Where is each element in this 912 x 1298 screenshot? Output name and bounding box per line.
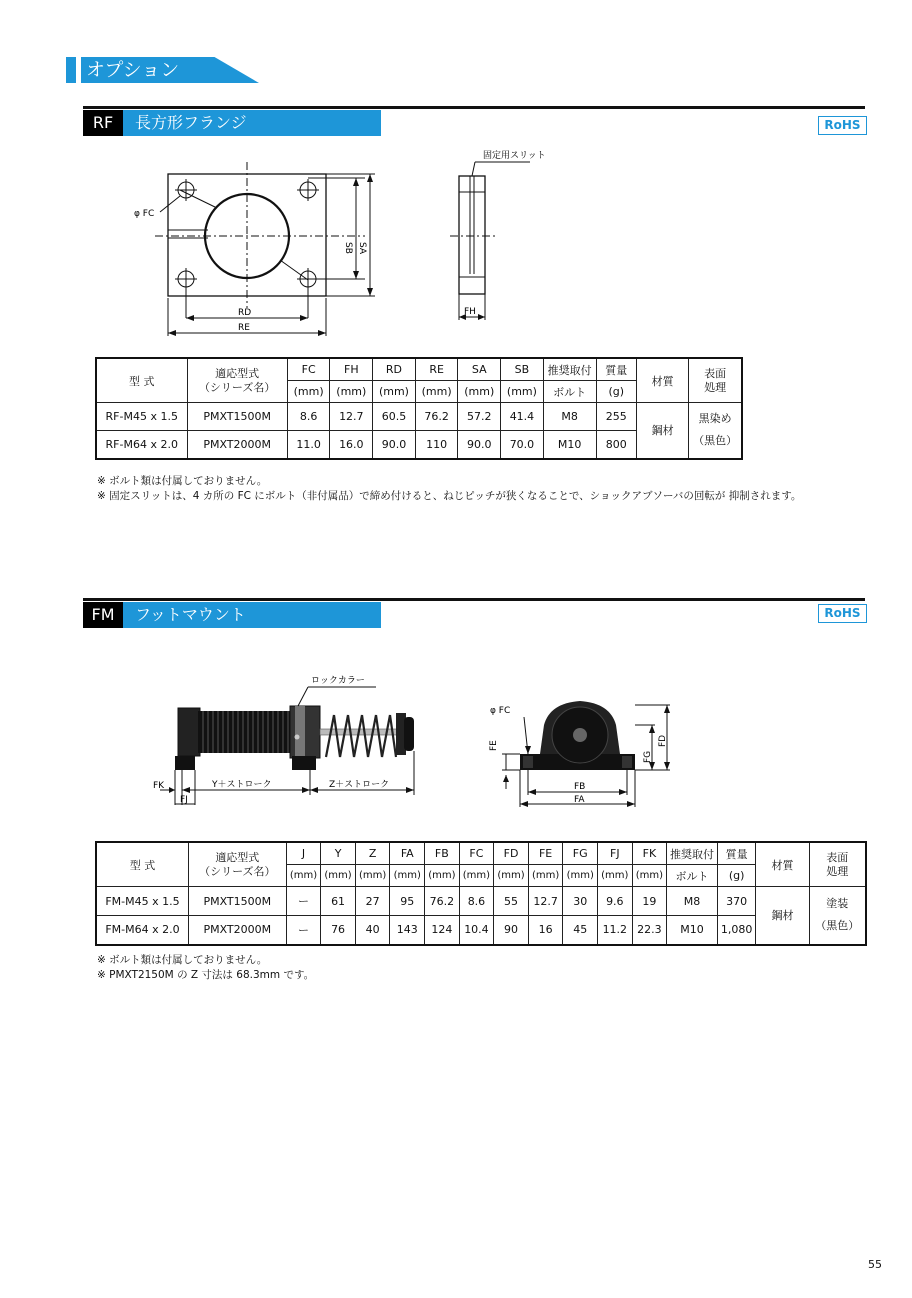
- rf-cell-material: 鋼材: [637, 403, 689, 459]
- rf-notes: [97, 474, 887, 504]
- header-accent-bar: [66, 57, 76, 83]
- rf-cell-series: PMXT2000M: [187, 431, 287, 459]
- rf-th-unit: (mm): [415, 381, 458, 403]
- rf-rd-label: RD: [238, 308, 252, 318]
- rf-th-bolt: 推奨取付: [543, 358, 596, 381]
- fm-cell: ー: [286, 916, 321, 945]
- fm-lock-collar-label: ロックカラー: [311, 676, 365, 686]
- fm-th-fk: FK: [632, 842, 667, 865]
- fm-fj-label: FJ: [180, 795, 188, 805]
- rf-th-bolt-2: ボルト: [543, 381, 596, 403]
- fm-cell: 16: [528, 916, 563, 945]
- fm-th-material: 材質: [756, 842, 809, 887]
- rf-th-unit: (mm): [287, 381, 330, 403]
- rf-section-code: RF: [83, 110, 123, 136]
- rf-th-unit: (mm): [373, 381, 416, 403]
- fm-cell: 61: [321, 887, 356, 916]
- fm-cell: 10.4: [459, 916, 494, 945]
- rf-th-unit: (mm): [501, 381, 544, 403]
- rf-section-title: 長方形フランジ: [123, 110, 381, 136]
- fm-th-unit: (mm): [563, 865, 598, 887]
- fm-cell-bolt: M10: [667, 916, 718, 945]
- page-number: 55: [868, 1258, 882, 1271]
- fm-th-unit: (mm): [321, 865, 356, 887]
- fm-cell: 30: [563, 887, 598, 916]
- rf-cell: 57.2: [458, 403, 501, 431]
- table-row: [96, 403, 742, 431]
- rf-th-mass: 質量: [596, 358, 636, 381]
- rf-note-2: ※ 固定スリットは、4 カ所の FC にボルト（非付属品）で締め付けると、ねじピッチが狭くなることで、ショックアブソーバの回転が 抑制されます。: [97, 490, 802, 502]
- rf-th-unit: (mm): [458, 381, 501, 403]
- rf-cell: 8.6: [287, 403, 330, 431]
- fm-cell: 19: [632, 887, 667, 916]
- rf-cell: 16.0: [330, 431, 373, 459]
- fm-y-label: Y＋ストローク: [212, 780, 272, 790]
- fm-cell: 27: [355, 887, 390, 916]
- rf-th-rd: RD: [373, 358, 416, 381]
- fm-section-rule: [83, 598, 865, 601]
- fm-cell: 45: [563, 916, 598, 945]
- rf-th-material: 材質: [637, 358, 689, 403]
- rf-section-rule: [83, 106, 865, 109]
- fm-th-y: Y: [321, 842, 356, 865]
- fm-th-unit: (mm): [632, 865, 667, 887]
- fm-cell: 90: [494, 916, 529, 945]
- fm-th-unit: (mm): [425, 865, 460, 887]
- rf-cell-bolt: M10: [543, 431, 596, 459]
- fm-cell-series: PMXT2000M: [188, 916, 286, 945]
- fm-cell-model: FM-M64 x 2.0: [96, 916, 188, 945]
- rf-th-re: RE: [415, 358, 458, 381]
- fm-th-fb: FB: [425, 842, 460, 865]
- fm-cell: 143: [390, 916, 425, 945]
- fm-th-unit: (mm): [598, 865, 633, 887]
- fm-note-2: ※ PMXT2150M の Z 寸法は 68.3mm です。: [97, 969, 315, 981]
- fm-th-mass-2: (g): [717, 865, 756, 887]
- fm-z-label: Z＋ストローク: [329, 780, 390, 790]
- rf-re-label: RE: [238, 323, 250, 333]
- rf-cell-mass: 800: [596, 431, 636, 459]
- table-row: [96, 887, 866, 916]
- fm-th-series: 適応型式 （シリーズ名）: [188, 842, 286, 887]
- fm-cell: 76.2: [425, 887, 460, 916]
- fm-cell-mass: 1,080: [717, 916, 756, 945]
- fm-fa-label: FA: [574, 795, 585, 805]
- rf-cell: 90.0: [458, 431, 501, 459]
- fm-cell-series: PMXT1500M: [188, 887, 286, 916]
- rf-th-mass-2: (g): [596, 381, 636, 403]
- fm-th-unit: (mm): [459, 865, 494, 887]
- fm-cell: ー: [286, 887, 321, 916]
- fm-fg-label: FG: [643, 750, 653, 763]
- fm-cell: 8.6: [459, 887, 494, 916]
- fm-cell-model: FM-M45 x 1.5: [96, 887, 188, 916]
- rf-cell: 12.7: [330, 403, 373, 431]
- page-title: オプション: [86, 59, 180, 81]
- fm-th-fa: FA: [390, 842, 425, 865]
- rf-fc-label: φ FC: [134, 209, 155, 219]
- table-row: [96, 916, 866, 945]
- fm-cell: 12.7: [528, 887, 563, 916]
- fm-cell: 9.6: [598, 887, 633, 916]
- rf-th-series: 適応型式 （シリーズ名）: [187, 358, 287, 403]
- fm-cell-material: 鋼材: [756, 887, 809, 945]
- fm-th-unit: (mm): [494, 865, 529, 887]
- rf-th-model: 型 式: [96, 358, 187, 403]
- rf-cell-series: PMXT1500M: [187, 403, 287, 431]
- rf-cell: 60.5: [373, 403, 416, 431]
- fm-th-j: J: [286, 842, 321, 865]
- fm-th-fc: FC: [459, 842, 494, 865]
- rf-cell: 41.4: [501, 403, 544, 431]
- fm-cell: 95: [390, 887, 425, 916]
- fm-foot-mount-diagram: [140, 665, 700, 815]
- fm-section-code: FM: [83, 602, 123, 628]
- rf-cell-bolt: M8: [543, 403, 596, 431]
- fm-cell-bolt: M8: [667, 887, 718, 916]
- rf-spec-table: [95, 357, 743, 460]
- fm-cell: 11.2: [598, 916, 633, 945]
- fm-th-fe: FE: [528, 842, 563, 865]
- fm-th-surface: 表面 処理: [809, 842, 866, 887]
- fm-th-unit: (mm): [528, 865, 563, 887]
- fm-th-bolt: 推奨取付: [667, 842, 718, 865]
- fm-th-fd: FD: [494, 842, 529, 865]
- fm-th-unit: (mm): [390, 865, 425, 887]
- rf-cell: 11.0: [287, 431, 330, 459]
- fm-note-1: ※ ボルト類は付属しておりません。: [97, 954, 268, 966]
- rf-th-fh: FH: [330, 358, 373, 381]
- rf-cell: 76.2: [415, 403, 458, 431]
- fm-cell: 22.3: [632, 916, 667, 945]
- rf-th-surface: 表面 処理: [689, 358, 742, 403]
- rf-cell-model: RF-M64 x 2.0: [96, 431, 187, 459]
- rf-th-fc: FC: [287, 358, 330, 381]
- rf-cell: 70.0: [501, 431, 544, 459]
- fm-th-model: 型 式: [96, 842, 188, 887]
- rf-cell: 90.0: [373, 431, 416, 459]
- fm-fd-label: FD: [658, 734, 668, 747]
- fm-spring: [326, 715, 396, 757]
- fm-th-fj: FJ: [598, 842, 633, 865]
- rf-rohs-badge: RoHS: [818, 116, 867, 135]
- rf-slit-label: 固定用スリット: [483, 151, 546, 161]
- fm-th-unit: (mm): [286, 865, 321, 887]
- rf-th-sa: SA: [458, 358, 501, 381]
- fm-th-z: Z: [355, 842, 390, 865]
- fm-rohs-badge: RoHS: [818, 604, 867, 623]
- fm-cell: 76: [321, 916, 356, 945]
- fm-cell-surface: 塗装 （黒色）: [809, 887, 866, 945]
- rf-cell-surface: 黒染め （黒色）: [689, 403, 742, 459]
- fm-fb-label: FB: [574, 782, 586, 792]
- fm-fe-label: FE: [489, 740, 499, 751]
- rf-flange-diagram: [120, 140, 560, 345]
- fm-cell-mass: 370: [717, 887, 756, 916]
- rf-th-unit: (mm): [330, 381, 373, 403]
- fm-th-fg: FG: [563, 842, 598, 865]
- rf-fh-label: FH: [464, 307, 476, 317]
- rf-cell: 110: [415, 431, 458, 459]
- fm-cell: 55: [494, 887, 529, 916]
- fm-notes: [97, 953, 797, 983]
- fm-spec-table: [95, 841, 867, 946]
- rf-th-sb: SB: [501, 358, 544, 381]
- rf-sa-label: SA: [357, 242, 367, 255]
- fm-cell: 40: [355, 916, 390, 945]
- fm-fk-label: FK: [153, 781, 165, 791]
- rf-cell-model: RF-M45 x 1.5: [96, 403, 187, 431]
- fm-cell: 124: [425, 916, 460, 945]
- fm-th-mass: 質量: [717, 842, 756, 865]
- fm-th-bolt-2: ボルト: [667, 865, 718, 887]
- rf-note-1: ※ ボルト類は付属しておりません。: [97, 475, 268, 487]
- fm-section-title: フットマウント: [123, 602, 381, 628]
- rf-cell-mass: 255: [596, 403, 636, 431]
- fm-th-unit: (mm): [355, 865, 390, 887]
- rf-sb-label: SB: [343, 242, 353, 254]
- fm-fc-label: φ FC: [490, 706, 511, 716]
